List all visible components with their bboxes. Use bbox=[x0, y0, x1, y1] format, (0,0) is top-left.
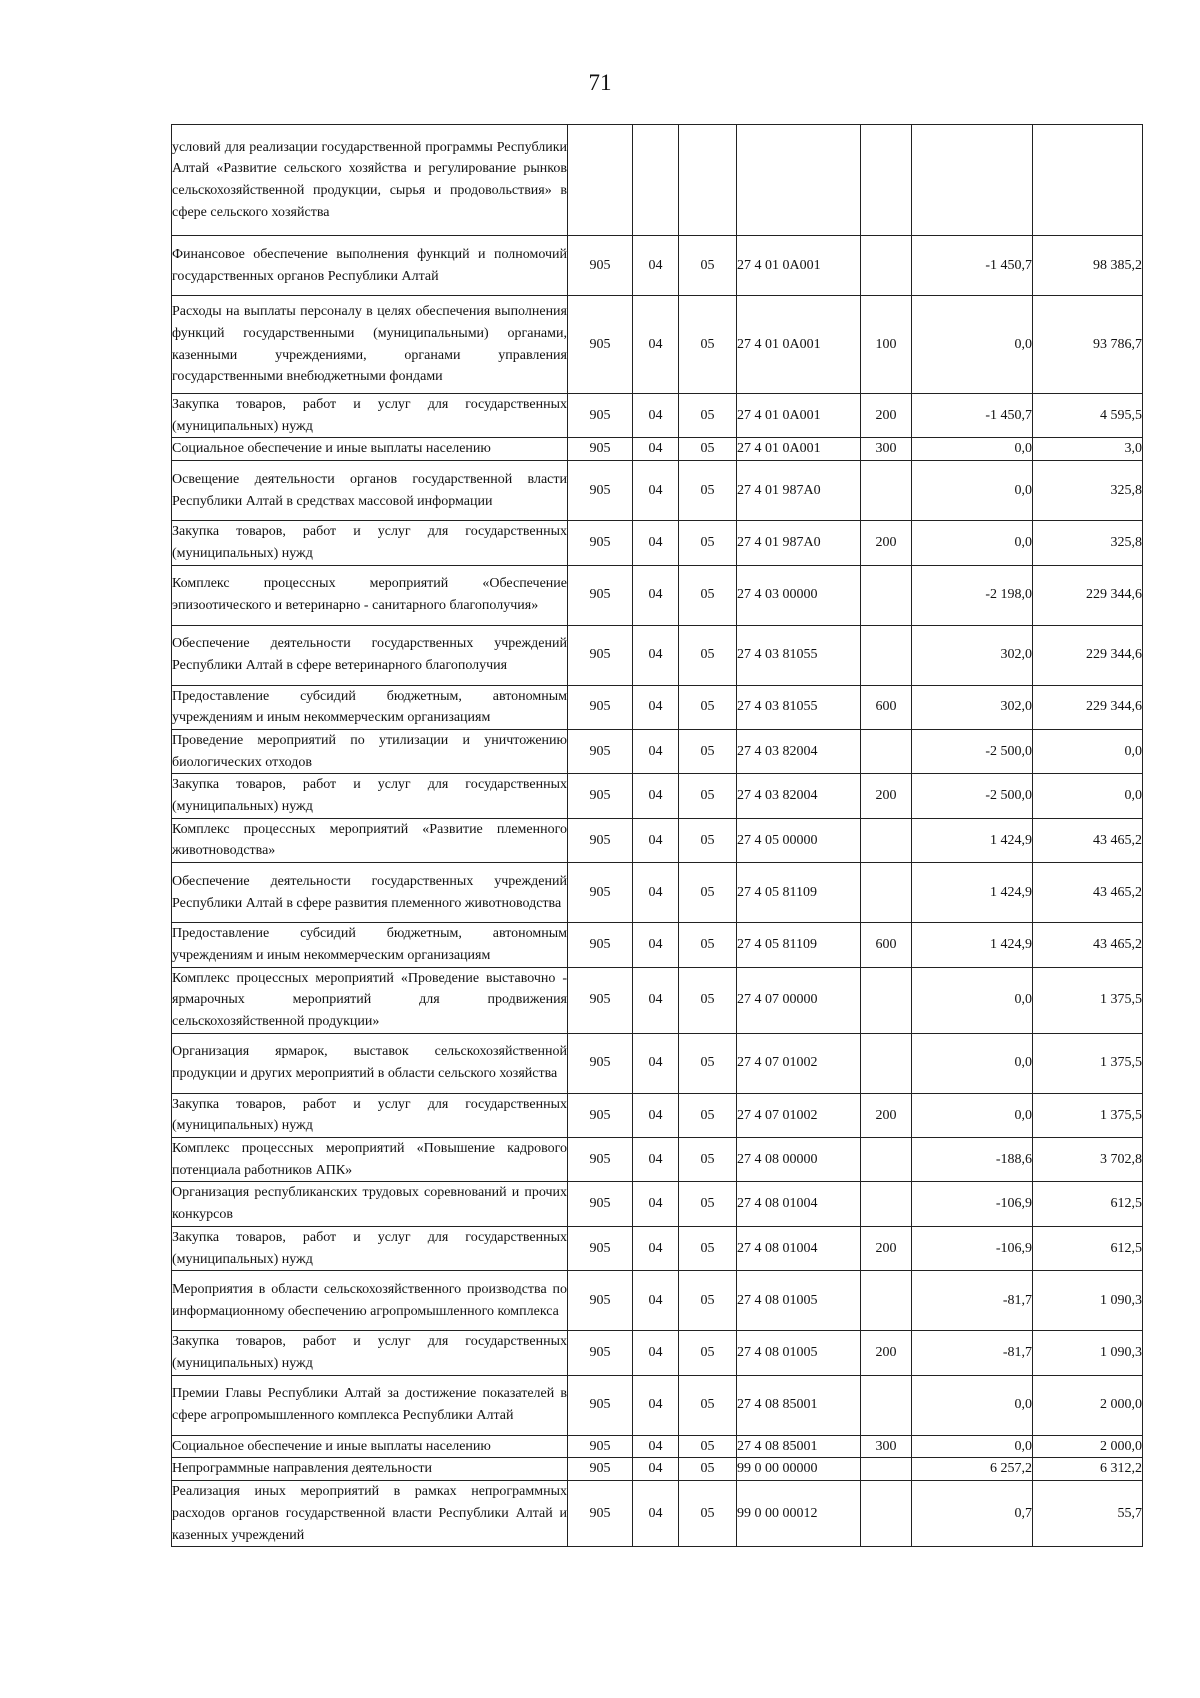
cell-section bbox=[633, 125, 679, 236]
cell-change-amount: -2 198,0 bbox=[912, 565, 1033, 625]
cell-ved: 905 bbox=[568, 1331, 633, 1375]
cell-total-amount: 229 344,6 bbox=[1033, 685, 1143, 729]
cell-target-article: 27 4 01 0А001 bbox=[737, 394, 861, 438]
cell-name: Организация республиканских трудовых соревнований и прочих конкурсов bbox=[172, 1182, 568, 1226]
cell-ved: 905 bbox=[568, 1435, 633, 1458]
cell-ved: 905 bbox=[568, 863, 633, 923]
cell-subsection: 05 bbox=[679, 1458, 737, 1481]
cell-expense-type bbox=[861, 1033, 912, 1093]
cell-section: 04 bbox=[633, 1182, 679, 1226]
cell-target-article bbox=[737, 125, 861, 236]
cell-subsection: 05 bbox=[679, 461, 737, 521]
cell-section: 04 bbox=[633, 236, 679, 296]
cell-expense-type bbox=[861, 625, 912, 685]
cell-name: Предоставление субсидий бюджетным, автономным учреждениям и иным некоммерческим организациям bbox=[172, 923, 568, 967]
cell-total-amount: 1 375,5 bbox=[1033, 1033, 1143, 1093]
cell-name: Социальное обеспечение и иные выплаты населению bbox=[172, 1435, 568, 1458]
cell-expense-type: 300 bbox=[861, 438, 912, 461]
cell-subsection: 05 bbox=[679, 923, 737, 967]
cell-target-article: 27 4 03 82004 bbox=[737, 729, 861, 773]
table-row bbox=[172, 685, 1143, 729]
cell-name: Обеспечение деятельности государственных учреждений Республики Алтай в сфере развития племенного животноводства bbox=[172, 863, 568, 923]
cell-section: 04 bbox=[633, 296, 679, 394]
cell-change-amount: 302,0 bbox=[912, 685, 1033, 729]
cell-total-amount: 1 090,3 bbox=[1033, 1271, 1143, 1331]
table-row bbox=[172, 863, 1143, 923]
table-row bbox=[172, 565, 1143, 625]
cell-change-amount: 6 257,2 bbox=[912, 1458, 1033, 1481]
table-row bbox=[172, 521, 1143, 565]
cell-ved: 905 bbox=[568, 1182, 633, 1226]
cell-change-amount: 1 424,9 bbox=[912, 818, 1033, 862]
cell-change-amount: 0,0 bbox=[912, 1375, 1033, 1435]
cell-ved: 905 bbox=[568, 1481, 633, 1547]
cell-name: условий для реализации государственной программы Республики Алтай «Развитие сельского хозяйства и регулирование рынков сельскохозяйственной продукции, сырья и продовольствия» в сфере сельского хозяйства bbox=[172, 125, 568, 236]
cell-total-amount: 3,0 bbox=[1033, 438, 1143, 461]
cell-ved: 905 bbox=[568, 625, 633, 685]
cell-change-amount: -81,7 bbox=[912, 1271, 1033, 1331]
cell-section: 04 bbox=[633, 923, 679, 967]
cell-total-amount: 612,5 bbox=[1033, 1226, 1143, 1270]
cell-change-amount: 0,0 bbox=[912, 1033, 1033, 1093]
cell-ved: 905 bbox=[568, 565, 633, 625]
cell-section: 04 bbox=[633, 565, 679, 625]
cell-change-amount: -188,6 bbox=[912, 1138, 1033, 1182]
cell-target-article: 27 4 08 00000 bbox=[737, 1138, 861, 1182]
cell-section: 04 bbox=[633, 774, 679, 818]
cell-total-amount bbox=[1033, 125, 1143, 236]
cell-expense-type: 600 bbox=[861, 685, 912, 729]
cell-ved: 905 bbox=[568, 729, 633, 773]
cell-total-amount: 1 375,5 bbox=[1033, 1093, 1143, 1137]
cell-ved: 905 bbox=[568, 1271, 633, 1331]
cell-change-amount: 0,0 bbox=[912, 521, 1033, 565]
cell-subsection: 05 bbox=[679, 296, 737, 394]
cell-subsection: 05 bbox=[679, 521, 737, 565]
cell-target-article: 27 4 03 81055 bbox=[737, 685, 861, 729]
cell-name: Реализация иных мероприятий в рамках непрограммных расходов органов государственной власти Республики Алтай и казенных учреждений bbox=[172, 1481, 568, 1547]
cell-ved: 905 bbox=[568, 1138, 633, 1182]
cell-section: 04 bbox=[633, 1375, 679, 1435]
cell-name: Закупка товаров, работ и услуг для государственных (муниципальных) нужд bbox=[172, 774, 568, 818]
cell-change-amount: -1 450,7 bbox=[912, 394, 1033, 438]
cell-name: Закупка товаров, работ и услуг для государственных (муниципальных) нужд bbox=[172, 1331, 568, 1375]
cell-total-amount: 6 312,2 bbox=[1033, 1458, 1143, 1481]
cell-change-amount: 0,0 bbox=[912, 461, 1033, 521]
cell-subsection: 05 bbox=[679, 1093, 737, 1137]
cell-expense-type: 100 bbox=[861, 296, 912, 394]
cell-ved: 905 bbox=[568, 967, 633, 1033]
cell-target-article: 27 4 03 81055 bbox=[737, 625, 861, 685]
cell-change-amount: -2 500,0 bbox=[912, 774, 1033, 818]
cell-section: 04 bbox=[633, 1481, 679, 1547]
cell-ved: 905 bbox=[568, 923, 633, 967]
cell-ved: 905 bbox=[568, 394, 633, 438]
cell-subsection: 05 bbox=[679, 729, 737, 773]
table-row bbox=[172, 236, 1143, 296]
cell-target-article: 27 4 07 01002 bbox=[737, 1033, 861, 1093]
cell-ved: 905 bbox=[568, 236, 633, 296]
cell-expense-type bbox=[861, 1458, 912, 1481]
cell-name: Мероприятия в области сельскохозяйственного производства по информационному обеспечению агропромышленного комплекса bbox=[172, 1271, 568, 1331]
cell-expense-type bbox=[861, 1138, 912, 1182]
cell-name: Расходы на выплаты персоналу в целях обеспечения выполнения функций государственными (муниципальными) органами, казенными учреждениями, органами управления государственными внебюджетными фондами bbox=[172, 296, 568, 394]
cell-name: Финансовое обеспечение выполнения функций и полномочий государственных органов Республики Алтай bbox=[172, 236, 568, 296]
cell-ved: 905 bbox=[568, 1033, 633, 1093]
cell-target-article: 27 4 05 00000 bbox=[737, 818, 861, 862]
cell-name: Комплекс процессных мероприятий «Проведение выставочно - ярмарочных мероприятий для продвижения сельскохозяйственной продукции» bbox=[172, 967, 568, 1033]
cell-subsection: 05 bbox=[679, 236, 737, 296]
cell-subsection: 05 bbox=[679, 1271, 737, 1331]
table-row bbox=[172, 1033, 1143, 1093]
cell-total-amount: 3 702,8 bbox=[1033, 1138, 1143, 1182]
cell-target-article: 27 4 08 01005 bbox=[737, 1271, 861, 1331]
cell-target-article: 27 4 08 85001 bbox=[737, 1435, 861, 1458]
cell-section: 04 bbox=[633, 1435, 679, 1458]
cell-expense-type: 200 bbox=[861, 774, 912, 818]
cell-target-article: 27 4 01 0А001 bbox=[737, 438, 861, 461]
cell-target-article: 99 0 00 00012 bbox=[737, 1481, 861, 1547]
cell-expense-type: 200 bbox=[861, 1331, 912, 1375]
cell-target-article: 27 4 01 987А0 bbox=[737, 461, 861, 521]
cell-expense-type: 600 bbox=[861, 923, 912, 967]
cell-name: Проведение мероприятий по утилизации и уничтожению биологических отходов bbox=[172, 729, 568, 773]
cell-expense-type bbox=[861, 729, 912, 773]
cell-target-article: 27 4 08 01004 bbox=[737, 1226, 861, 1270]
cell-name: Непрограммные направления деятельности bbox=[172, 1458, 568, 1481]
cell-change-amount: -106,9 bbox=[912, 1226, 1033, 1270]
cell-name: Премии Главы Республики Алтай за достижение показателей в сфере агропромышленного комплекса Республики Алтай bbox=[172, 1375, 568, 1435]
cell-change-amount: 0,7 bbox=[912, 1481, 1033, 1547]
table-row bbox=[172, 125, 1143, 236]
table-row bbox=[172, 1271, 1143, 1331]
cell-change-amount: 1 424,9 bbox=[912, 863, 1033, 923]
cell-expense-type: 300 bbox=[861, 1435, 912, 1458]
cell-name: Комплекс процессных мероприятий «Повышение кадрового потенциала работников АПК» bbox=[172, 1138, 568, 1182]
table-row bbox=[172, 967, 1143, 1033]
cell-expense-type bbox=[861, 565, 912, 625]
cell-total-amount: 0,0 bbox=[1033, 774, 1143, 818]
table-row bbox=[172, 1226, 1143, 1270]
cell-expense-type bbox=[861, 818, 912, 862]
cell-section: 04 bbox=[633, 685, 679, 729]
cell-target-article: 27 4 08 01004 bbox=[737, 1182, 861, 1226]
cell-expense-type bbox=[861, 236, 912, 296]
cell-expense-type bbox=[861, 1481, 912, 1547]
cell-target-article: 27 4 08 01005 bbox=[737, 1331, 861, 1375]
cell-ved: 905 bbox=[568, 1226, 633, 1270]
cell-target-article: 27 4 07 01002 bbox=[737, 1093, 861, 1137]
cell-expense-type bbox=[861, 461, 912, 521]
cell-expense-type bbox=[861, 125, 912, 236]
table-row bbox=[172, 774, 1143, 818]
cell-expense-type: 200 bbox=[861, 394, 912, 438]
cell-subsection: 05 bbox=[679, 1481, 737, 1547]
budget-table bbox=[171, 124, 1143, 1547]
cell-subsection: 05 bbox=[679, 394, 737, 438]
cell-section: 04 bbox=[633, 1138, 679, 1182]
cell-ved: 905 bbox=[568, 685, 633, 729]
table-row bbox=[172, 1331, 1143, 1375]
table-row bbox=[172, 1458, 1143, 1481]
cell-change-amount: -2 500,0 bbox=[912, 729, 1033, 773]
cell-subsection bbox=[679, 125, 737, 236]
cell-section: 04 bbox=[633, 438, 679, 461]
cell-name: Социальное обеспечение и иные выплаты населению bbox=[172, 438, 568, 461]
cell-target-article: 27 4 03 82004 bbox=[737, 774, 861, 818]
cell-total-amount: 93 786,7 bbox=[1033, 296, 1143, 394]
cell-target-article: 99 0 00 00000 bbox=[737, 1458, 861, 1481]
cell-section: 04 bbox=[633, 521, 679, 565]
cell-target-article: 27 4 08 85001 bbox=[737, 1375, 861, 1435]
cell-ved: 905 bbox=[568, 521, 633, 565]
table-row bbox=[172, 729, 1143, 773]
cell-target-article: 27 4 01 0А001 bbox=[737, 296, 861, 394]
cell-section: 04 bbox=[633, 729, 679, 773]
cell-name: Закупка товаров, работ и услуг для государственных (муниципальных) нужд bbox=[172, 1093, 568, 1137]
cell-total-amount: 43 465,2 bbox=[1033, 818, 1143, 862]
table-row bbox=[172, 1375, 1143, 1435]
cell-expense-type bbox=[861, 863, 912, 923]
cell-expense-type: 200 bbox=[861, 1093, 912, 1137]
cell-subsection: 05 bbox=[679, 1182, 737, 1226]
cell-section: 04 bbox=[633, 461, 679, 521]
cell-section: 04 bbox=[633, 1093, 679, 1137]
cell-target-article: 27 4 03 00000 bbox=[737, 565, 861, 625]
cell-change-amount: 0,0 bbox=[912, 967, 1033, 1033]
cell-section: 04 bbox=[633, 818, 679, 862]
table-row bbox=[172, 1182, 1143, 1226]
cell-ved: 905 bbox=[568, 438, 633, 461]
cell-total-amount: 55,7 bbox=[1033, 1481, 1143, 1547]
cell-section: 04 bbox=[633, 1226, 679, 1270]
cell-name: Закупка товаров, работ и услуг для государственных (муниципальных) нужд bbox=[172, 521, 568, 565]
cell-subsection: 05 bbox=[679, 1226, 737, 1270]
cell-subsection: 05 bbox=[679, 818, 737, 862]
cell-change-amount: 1 424,9 bbox=[912, 923, 1033, 967]
cell-total-amount: 98 385,2 bbox=[1033, 236, 1143, 296]
cell-change-amount: 0,0 bbox=[912, 1093, 1033, 1137]
cell-name: Организация ярмарок, выставок сельскохозяйственной продукции и других мероприятий в области сельского хозяйства bbox=[172, 1033, 568, 1093]
cell-name: Закупка товаров, работ и услуг для государственных (муниципальных) нужд bbox=[172, 394, 568, 438]
cell-subsection: 05 bbox=[679, 1435, 737, 1458]
cell-subsection: 05 bbox=[679, 565, 737, 625]
cell-change-amount: -81,7 bbox=[912, 1331, 1033, 1375]
cell-target-article: 27 4 07 00000 bbox=[737, 967, 861, 1033]
page-number: 71 bbox=[588, 70, 612, 95]
cell-section: 04 bbox=[633, 1331, 679, 1375]
cell-total-amount: 229 344,6 bbox=[1033, 625, 1143, 685]
cell-subsection: 05 bbox=[679, 1138, 737, 1182]
cell-change-amount bbox=[912, 125, 1033, 236]
cell-total-amount: 1 090,3 bbox=[1033, 1331, 1143, 1375]
cell-section: 04 bbox=[633, 625, 679, 685]
cell-expense-type bbox=[861, 1271, 912, 1331]
cell-total-amount: 325,8 bbox=[1033, 461, 1143, 521]
cell-total-amount: 2 000,0 bbox=[1033, 1375, 1143, 1435]
cell-ved bbox=[568, 125, 633, 236]
table-row bbox=[172, 394, 1143, 438]
cell-total-amount: 1 375,5 bbox=[1033, 967, 1143, 1033]
cell-section: 04 bbox=[633, 394, 679, 438]
table-row bbox=[172, 438, 1143, 461]
cell-subsection: 05 bbox=[679, 438, 737, 461]
cell-section: 04 bbox=[633, 1458, 679, 1481]
cell-target-article: 27 4 01 0А001 bbox=[737, 236, 861, 296]
cell-expense-type bbox=[861, 967, 912, 1033]
cell-target-article: 27 4 05 81109 bbox=[737, 863, 861, 923]
table-row bbox=[172, 1093, 1143, 1137]
table-body bbox=[172, 125, 1143, 1547]
cell-total-amount: 612,5 bbox=[1033, 1182, 1143, 1226]
cell-ved: 905 bbox=[568, 296, 633, 394]
cell-target-article: 27 4 01 987А0 bbox=[737, 521, 861, 565]
table-row bbox=[172, 1138, 1143, 1182]
cell-change-amount: -1 450,7 bbox=[912, 236, 1033, 296]
cell-change-amount: 302,0 bbox=[912, 625, 1033, 685]
cell-change-amount: 0,0 bbox=[912, 438, 1033, 461]
cell-total-amount: 43 465,2 bbox=[1033, 863, 1143, 923]
cell-section: 04 bbox=[633, 1271, 679, 1331]
cell-section: 04 bbox=[633, 967, 679, 1033]
cell-name: Освещение деятельности органов государственной власти Республики Алтай в средствах массовой информации bbox=[172, 461, 568, 521]
cell-subsection: 05 bbox=[679, 967, 737, 1033]
cell-total-amount: 325,8 bbox=[1033, 521, 1143, 565]
table-row bbox=[172, 818, 1143, 862]
cell-name: Обеспечение деятельности государственных учреждений Республики Алтай в сфере ветеринарного благополучия bbox=[172, 625, 568, 685]
cell-subsection: 05 bbox=[679, 625, 737, 685]
cell-subsection: 05 bbox=[679, 1375, 737, 1435]
cell-name: Комплекс процессных мероприятий «Обеспечение эпизоотического и ветеринарно - санитарного благополучия» bbox=[172, 565, 568, 625]
cell-ved: 905 bbox=[568, 461, 633, 521]
table-row bbox=[172, 296, 1143, 394]
cell-subsection: 05 bbox=[679, 685, 737, 729]
cell-total-amount: 229 344,6 bbox=[1033, 565, 1143, 625]
cell-ved: 905 bbox=[568, 1093, 633, 1137]
cell-total-amount: 2 000,0 bbox=[1033, 1435, 1143, 1458]
table-row bbox=[172, 1435, 1143, 1458]
cell-change-amount: -106,9 bbox=[912, 1182, 1033, 1226]
cell-expense-type: 200 bbox=[861, 1226, 912, 1270]
table-row bbox=[172, 1481, 1143, 1547]
cell-total-amount: 0,0 bbox=[1033, 729, 1143, 773]
table-row bbox=[172, 625, 1143, 685]
cell-expense-type: 200 bbox=[861, 521, 912, 565]
cell-section: 04 bbox=[633, 1033, 679, 1093]
cell-change-amount: 0,0 bbox=[912, 1435, 1033, 1458]
cell-section: 04 bbox=[633, 863, 679, 923]
cell-ved: 905 bbox=[568, 818, 633, 862]
cell-expense-type bbox=[861, 1375, 912, 1435]
cell-subsection: 05 bbox=[679, 774, 737, 818]
cell-change-amount: 0,0 bbox=[912, 296, 1033, 394]
cell-subsection: 05 bbox=[679, 863, 737, 923]
cell-name: Предоставление субсидий бюджетным, автономным учреждениям и иным некоммерческим организациям bbox=[172, 685, 568, 729]
cell-name: Закупка товаров, работ и услуг для государственных (муниципальных) нужд bbox=[172, 1226, 568, 1270]
cell-expense-type bbox=[861, 1182, 912, 1226]
cell-name: Комплекс процессных мероприятий «Развитие племенного животноводства» bbox=[172, 818, 568, 862]
cell-subsection: 05 bbox=[679, 1331, 737, 1375]
cell-ved: 905 bbox=[568, 1375, 633, 1435]
cell-ved: 905 bbox=[568, 1458, 633, 1481]
cell-ved: 905 bbox=[568, 774, 633, 818]
cell-target-article: 27 4 05 81109 bbox=[737, 923, 861, 967]
cell-subsection: 05 bbox=[679, 1033, 737, 1093]
table-row bbox=[172, 923, 1143, 967]
cell-total-amount: 4 595,5 bbox=[1033, 394, 1143, 438]
cell-total-amount: 43 465,2 bbox=[1033, 923, 1143, 967]
table-row bbox=[172, 461, 1143, 521]
